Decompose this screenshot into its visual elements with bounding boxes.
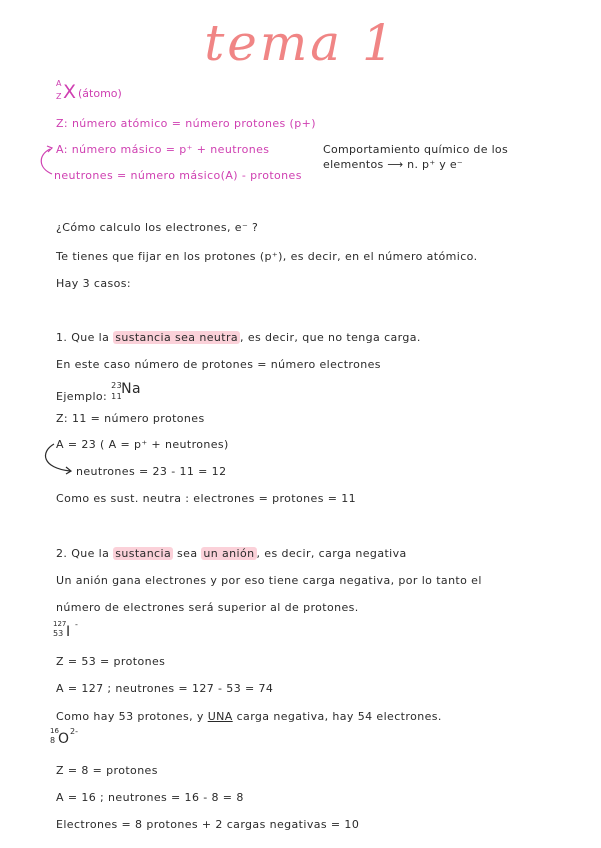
case1-example-label: Ejemplo: bbox=[56, 390, 108, 403]
definition-neutrones: neutrones = número másico(A) - protones bbox=[54, 169, 302, 182]
iodide-symbol: I bbox=[66, 624, 71, 640]
iodide-mass: 127 bbox=[53, 620, 67, 628]
definition-a: A: número másico = p⁺ + neutrones bbox=[56, 143, 270, 156]
case1-heading-highlight: sustancia sea neutra bbox=[115, 331, 239, 344]
case2-a: A = 127 ; neutrones = 127 - 53 = 74 bbox=[56, 682, 274, 695]
case2-a2: A = 16 ; neutrones = 16 - 8 = 8 bbox=[56, 791, 244, 804]
case2-conclusion bbox=[56, 709, 442, 724]
curved-arrow-definitions-icon bbox=[41, 149, 52, 174]
case2-heading-highlight-1: sustancia bbox=[115, 547, 172, 560]
side-note bbox=[323, 142, 508, 172]
case2-z2: Z = 8 = protones bbox=[56, 764, 158, 777]
case1-example bbox=[56, 381, 141, 404]
atom-label: (átomo) bbox=[78, 87, 122, 100]
case1-heading bbox=[56, 330, 421, 345]
side-note-line-1: Comportamiento químico de los bbox=[323, 143, 508, 156]
intro-cases: Hay 3 casos: bbox=[56, 277, 132, 290]
case2-heading-highlight-2: un anión bbox=[203, 547, 255, 560]
case2-conclusion-suffix: carga negativa, hay 54 electrones. bbox=[236, 710, 442, 723]
oxide-mass: 16 bbox=[50, 727, 59, 735]
oxide-notation bbox=[50, 727, 90, 751]
mass-number-letter: A bbox=[56, 79, 62, 88]
case1-heading-suffix: , es decir, que no tenga carga. bbox=[240, 331, 421, 344]
iodide-notation bbox=[53, 620, 93, 644]
case2-heading-prefix: 2. Que la bbox=[56, 547, 110, 560]
atomic-number-letter: Z bbox=[56, 92, 62, 101]
side-note-line-2: elementos ⟶ n. p⁺ y e⁻ bbox=[323, 158, 464, 171]
case2-electrons: Electrones = 8 protones + 2 cargas negativas = 10 bbox=[56, 818, 360, 831]
page-title: tema 1 bbox=[204, 14, 397, 72]
oxide-symbol: O bbox=[58, 731, 70, 747]
case1-heading-prefix: 1. Que la bbox=[56, 331, 110, 344]
case1-z: Z: 11 = número protones bbox=[56, 412, 205, 425]
case1-conclusion: Como es sust. neutra : electrones = protones = 11 bbox=[56, 492, 357, 505]
sodium-symbol: Na bbox=[121, 381, 141, 397]
case2-heading-mid: sea bbox=[177, 547, 198, 560]
case2-z: Z = 53 = protones bbox=[56, 655, 166, 668]
case1-neutrones: neutrones = 23 - 11 = 12 bbox=[76, 465, 227, 478]
sodium-number: 11 bbox=[111, 392, 123, 401]
element-symbol: X bbox=[63, 81, 77, 103]
sodium-mass: 23 bbox=[111, 381, 123, 390]
case1-rule: En este caso número de protones = número electrones bbox=[56, 358, 381, 371]
curved-arrow-definitions-head-icon bbox=[47, 146, 52, 152]
case2-conclusion-prefix: Como hay 53 protones, y bbox=[56, 710, 204, 723]
sodium-notation bbox=[111, 381, 141, 401]
case2-conclusion-underlined: UNA bbox=[207, 710, 233, 723]
intro-answer: Te tienes que fijar en los protones (p⁺), es decir, en el número atómico. bbox=[56, 250, 478, 263]
iodide-number: 53 bbox=[53, 629, 64, 638]
case2-line-1: Un anión gana electrones y por eso tiene carga negativa, por lo tanto el bbox=[56, 574, 482, 587]
case2-line-2: número de electrones será superior al de protones. bbox=[56, 601, 359, 614]
iodide-charge: - bbox=[75, 620, 78, 629]
definition-z: Z: número atómico = número protones (p+) bbox=[56, 117, 316, 130]
intro-question: ¿Cómo calculo los electrones, e⁻ ? bbox=[56, 221, 259, 234]
case2-heading-suffix: , es decir, carga negativa bbox=[256, 547, 407, 560]
oxide-number: 8 bbox=[50, 736, 56, 745]
case2-heading bbox=[56, 546, 407, 561]
curved-arrow-example-head-icon bbox=[66, 467, 71, 474]
oxide-charge: 2- bbox=[70, 727, 78, 736]
case1-a: A = 23 ( A = p⁺ + neutrones) bbox=[56, 438, 229, 451]
